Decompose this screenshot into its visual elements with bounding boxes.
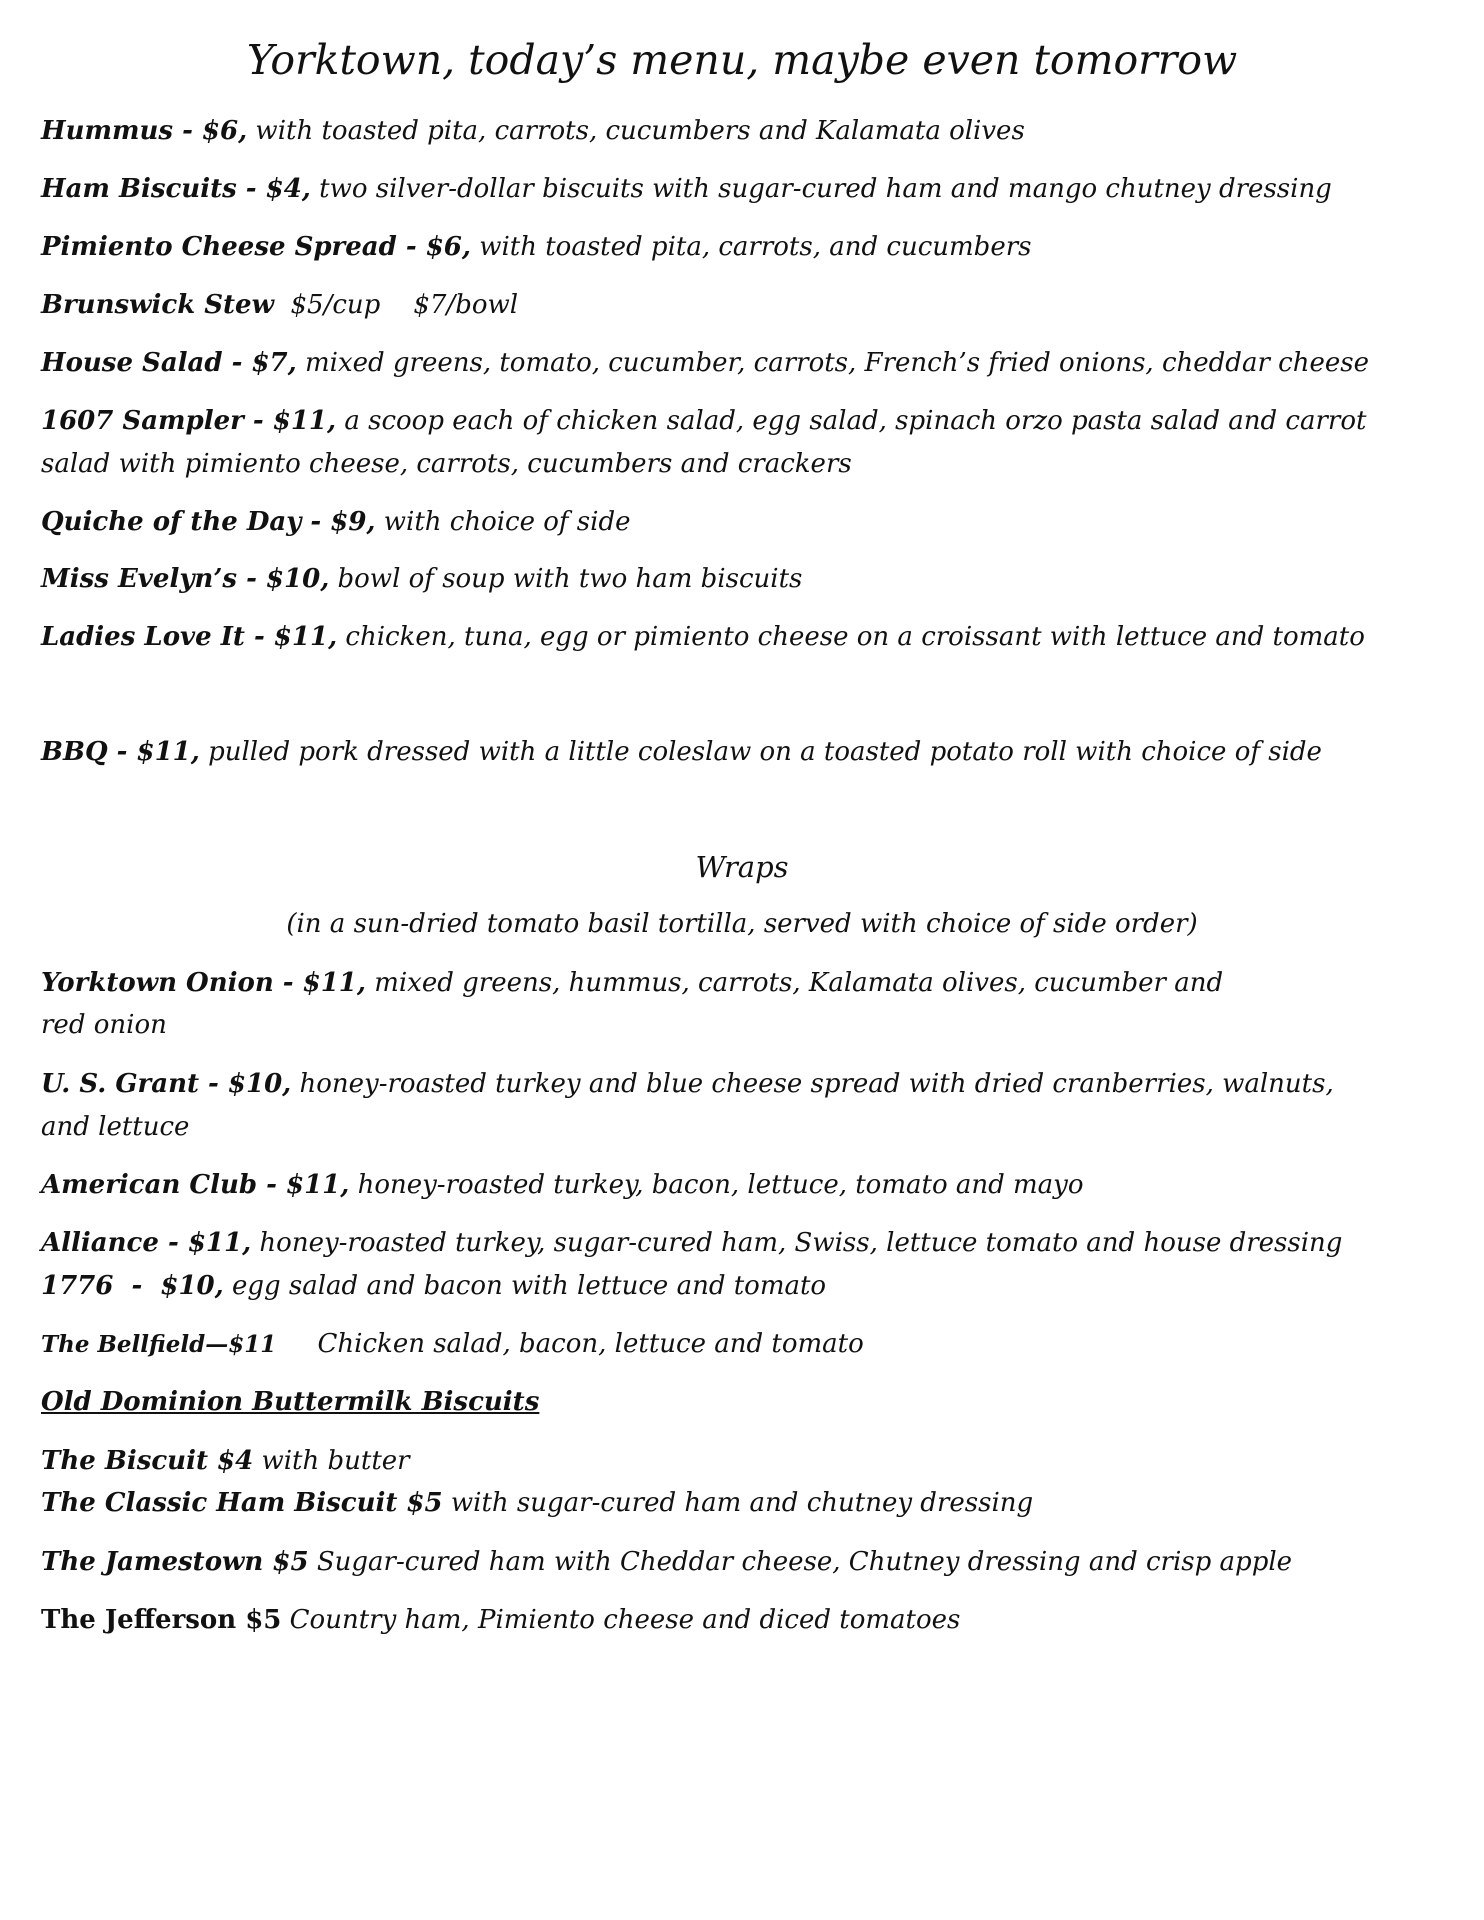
item-desc: and lettuce — [41, 1112, 190, 1142]
item-name: House Salad - $7, — [41, 348, 297, 378]
item-name: The Jefferson $5 — [41, 1605, 282, 1635]
biscuits-heading-text: Old Dominion Buttermilk Biscuits — [41, 1387, 540, 1417]
menu-item-ladies-love-it — [41, 616, 1461, 658]
item-name: Hummus - $6, — [41, 116, 248, 146]
item-desc: pulled pork dressed with a little coleslaw on a toasted potato roll with choice of side — [199, 737, 1322, 767]
item-desc: honey-roasted turkey, sugar-cured ham, Swiss, lettuce tomato and house dressing — [251, 1228, 1343, 1258]
menu-item-bbq — [41, 731, 1461, 773]
biscuit-item-the-biscuit — [41, 1440, 1461, 1482]
menu-item-house-salad — [41, 342, 1461, 384]
item-desc: egg salad and bacon with lettuce and tomato — [223, 1271, 827, 1301]
item-name: 1607 Sampler - $11, — [41, 406, 337, 436]
menu-item-1607-sampler-cont — [41, 443, 1461, 485]
item-name: American Club - $11, — [41, 1170, 350, 1200]
item-desc: with butter — [253, 1446, 410, 1476]
wraps-heading: Wraps — [695, 850, 789, 884]
item-name: Ladies Love It - $11, — [41, 622, 338, 652]
menu-item-ham-biscuits — [41, 168, 1461, 210]
wrap-item-american-club — [41, 1164, 1461, 1206]
menu-item-1607-sampler — [41, 400, 1461, 442]
item-desc: chicken, tuna, egg or pimiento cheese on a croissant with lettuce and tomato — [337, 622, 1365, 652]
wrap-item-us-grant-cont — [41, 1106, 1461, 1148]
item-name: The Jamestown $5 — [41, 1547, 309, 1577]
item-name: Quiche of the Day - $9, — [41, 507, 376, 537]
wrap-item-bellfield — [41, 1323, 1461, 1366]
wrap-item-us-grant — [41, 1063, 1461, 1105]
menu-item-brunswick-stew — [41, 284, 1461, 326]
menu-item-pimiento-cheese-spread — [41, 226, 1461, 268]
item-desc: Sugar-cured ham with Cheddar cheese, Chutney dressing and crisp apple — [308, 1547, 1293, 1577]
item-name: BBQ - $11, — [41, 737, 200, 767]
page-title: Yorktown, today’s menu, maybe even tomorrow — [246, 36, 1238, 84]
item-name: Brunswick Stew — [41, 290, 274, 320]
item-desc: $5/cup $7/bowl — [273, 290, 519, 320]
menu-item-hummus — [41, 110, 1461, 152]
item-desc: mixed greens, tomato, cucumber, carrots, French’s fried onions, cheddar cheese — [296, 348, 1369, 378]
item-name: Pimiento Cheese Spread - $6, — [41, 232, 471, 262]
wrap-item-yorktown-onion — [41, 962, 1461, 1004]
item-desc: salad with pimiento cheese, carrots, cucumbers and crackers — [41, 449, 852, 479]
item-name: The Biscuit $4 — [41, 1446, 254, 1476]
wrap-item-alliance — [41, 1222, 1461, 1264]
item-name: Yorktown Onion - $11, — [41, 968, 366, 998]
wrap-item-1776 — [41, 1265, 1461, 1307]
biscuit-item-jamestown — [41, 1541, 1461, 1583]
item-desc: with toasted pita, carrots, cucumbers and Kalamata olives — [247, 116, 1025, 146]
biscuits-heading — [41, 1381, 1461, 1423]
item-desc: red onion — [41, 1010, 167, 1040]
item-name: Miss Evelyn’s - $10, — [41, 564, 330, 594]
item-desc: with toasted pita, carrots, and cucumbers — [470, 232, 1032, 262]
item-desc: Country ham, Pimiento cheese and diced tomatoes — [281, 1605, 961, 1635]
wrap-item-yorktown-onion-cont — [41, 1004, 1461, 1046]
biscuit-item-jefferson — [41, 1599, 1461, 1641]
menu-item-quiche — [41, 501, 1461, 543]
item-name: 1776 - $10, — [41, 1271, 224, 1301]
item-desc: with sugar-cured ham and chutney dressing — [442, 1488, 1034, 1518]
item-name: Ham Biscuits - $4, — [41, 174, 311, 204]
item-desc: with choice of side — [375, 507, 631, 537]
wraps-subheading: (in a sun-dried tomato basil tortilla, served with choice of side order) — [286, 909, 1198, 939]
biscuit-item-classic-ham — [41, 1482, 1461, 1524]
item-name: Alliance - $11, — [41, 1228, 252, 1258]
menu-item-miss-evelyns — [41, 558, 1461, 600]
item-desc: Chicken salad, bacon, lettuce and tomato — [276, 1329, 864, 1359]
item-name: The Classic Ham Biscuit $5 — [41, 1488, 443, 1518]
item-desc: mixed greens, hummus, carrots, Kalamata olives, cucumber and — [365, 968, 1224, 998]
item-desc: a scoop each of chicken salad, egg salad, spinach orzo pasta salad and carrot — [336, 406, 1367, 436]
item-name: The Bellfield—$11 — [41, 1331, 277, 1358]
item-name: U. S. Grant - $10, — [41, 1069, 292, 1099]
item-desc: honey-roasted turkey and blue cheese spread with dried cranberries, walnuts, — [291, 1069, 1334, 1099]
item-desc: honey-roasted turkey, bacon, lettuce, tomato and mayo — [349, 1170, 1084, 1200]
item-desc: bowl of soup with two ham biscuits — [329, 564, 803, 594]
item-desc: two silver-dollar biscuits with sugar-cured ham and mango chutney dressing — [310, 174, 1332, 204]
